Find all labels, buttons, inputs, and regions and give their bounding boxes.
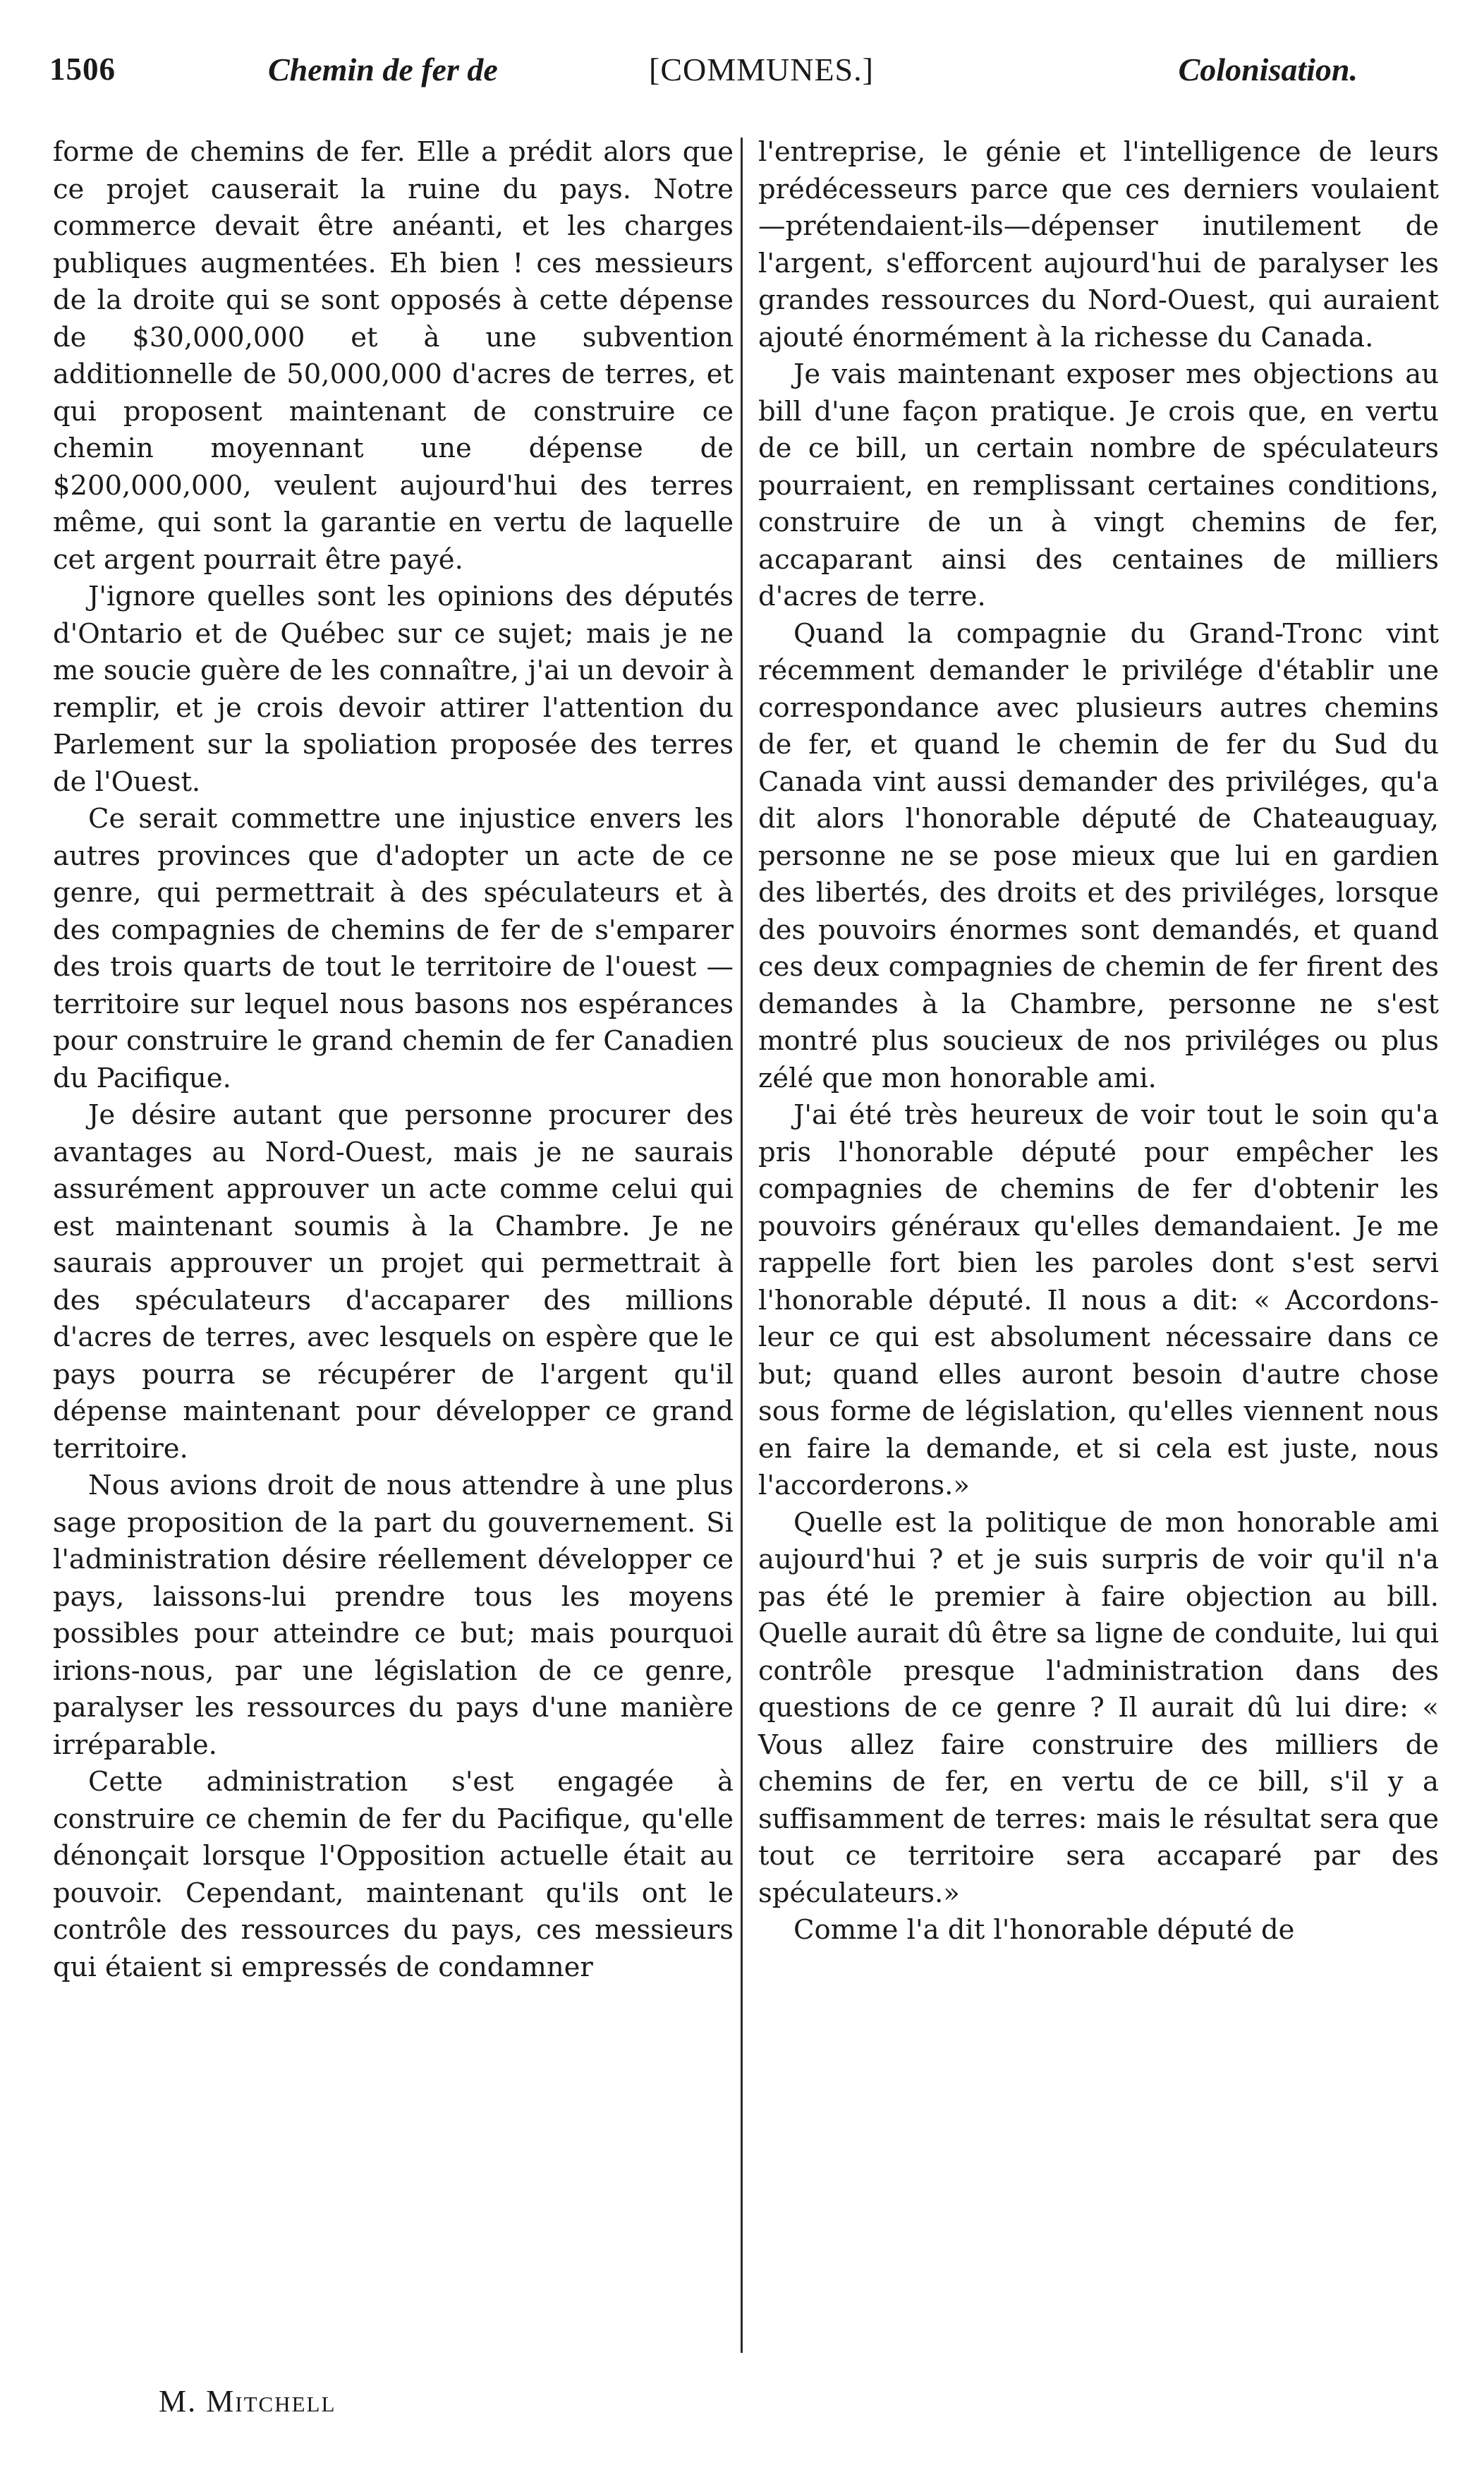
right-running-head: Colonisation. (1178, 52, 1358, 87)
left-paragraph-4: Je désire autant que personne procurer des avantages au Nord-Ouest, mais je ne saurais assurément approuver un acte comme celui qui est maintenant soumis à la Chambre. Je ne saurais approuver un projet qui permettrait à des spéculateurs d'accaparer des millions d'acres de terres, avec lesquels on espère que le pays pourra se récupérer de l'argent qu'il dépense maintenant pour développer ce grand territoire. (53, 1099, 734, 1465)
left-running-head: Chemin de fer de (268, 52, 498, 87)
left-paragraph-2: J'ignore quelles sont les opinions des députés d'Ontario et de Québec sur ce sujet; mais je ne me soucie guère de les connaître, j'ai un devoir à remplir, et je crois devoir attirer l'attention du Parlement sur la spoliation proposée des terres de l'Ouest. (53, 581, 734, 798)
left-paragraph-5: Nous avions droit de nous attendre à une plus sage proposition de la part du gouvernement. Si l'administration désire réellement développer ce pays, laissons-lui prendre tous les moyens possibles pour atteindre ce but; mais pourquoi irions-nous, par une législation de ce genre, paralyser les ressources du pays d'une manière irréparable. (53, 1470, 734, 1761)
column-divider (741, 138, 743, 2353)
speaker-footer: M. Mitchell (159, 2384, 336, 2418)
left-paragraph-6: Cette administration s'est engagée à construire ce chemin de fer du Pacifique, qu'elle dénonçait lorsque l'Opposition actuelle était au pouvoir. Cependant, maintenant qu'ils ont le contrôle des ressources du pays, ces messieurs qui étaient si empressés de condamner (53, 1766, 734, 1983)
right-paragraph-6: Comme l'a dit l'honorable député de (793, 1914, 1295, 1946)
right-paragraph-4: J'ai été très heureux de voir tout le soin qu'a pris l'honorable député pour empêcher les compagnies de chemins de fer d'obtenir les pouvoirs généraux qu'elles demandaient. Je me rappelle fort bien les paroles dont s'est servi l'honorable député. Il nous a dit: « Accordons-leur ce qui est absolument nécessaire dans ce but; quand elles auront besoin d'autre chose sous forme de législation, qu'elles viennent nous en faire la demande, et si cela est juste, nous l'accorderons.» (758, 1099, 1439, 1501)
left-paragraph-3: Ce serait commettre une injustice envers les autres provinces que d'adopter un acte de ce genre, qui permettrait à des spéculateurs et à des compagnies de chemins de fer de s'emparer des trois quarts de tout le territoire de l'ouest — territoire sur lequel nous basons nos espérances pour construire le grand chemin de fer Canadien du Pacifique. (53, 803, 734, 1094)
right-paragraph-3: Quand la compagnie du Grand-Tronc vint récemment demander le privilége d'établir une correspondance avec plusieurs autres chemins de fer, et quand le chemin de fer du Sud du Canada vint aussi demander des priviléges, qu'a dit alors l'honorable député de Chateauguay, personne ne se pose mieux que lui en gardien des libertés, des droits et des priviléges, lorsque des pouvoirs énormes sont demandés, et quand ces deux compagnies de chemin de fer firent des demandes à la Chambre, personne ne s'est montré plus soucieux de nos priviléges ou plus zélé que mon honorable ami. (758, 617, 1439, 1094)
page-number: 1506 (49, 52, 116, 87)
right-paragraph-2: Je vais maintenant exposer mes objections au bill d'une façon pratique. Je crois que, en vertu de ce bill, un certain nombre de spéculateurs pourraient, en remplissant certaines conditions, construire de un à vingt chemins de fer, accaparant ainsi des centaines de milliers d'acres de terre. (758, 358, 1439, 612)
center-running-head: [COMMUNES.] (649, 52, 874, 87)
right-paragraph-5: Quelle est la politique de mon honorable ami aujourd'hui ? et je suis surpris de voir qu'il n'a pas été le premier à faire objection au bill. Quelle aurait dû être sa ligne de conduite, lui qui contrôle presque l'administration dans des questions de ce genre ? Il aurait dû lui dire: « Vous allez faire construire des milliers de chemins de fer, en vertu de ce bill, s'il y a suffisamment de terres: mais le résultat sera que tout ce territoire sera accaparé par des spéculateurs.» (758, 1506, 1439, 1909)
right-column (758, 134, 1439, 1949)
left-column (53, 134, 734, 1986)
left-paragraph-1: forme de chemins de fer. Elle a prédit alors que ce projet causerait la ruine du pays. Notre commerce devait être anéanti, et les charges publiques augmentées. Eh bien ! ces messieurs de la droite qui se sont opposés à cette dépense de $30,000,000 et à une subvention additionnelle de 50,000,000 d'acres de terres, et qui proposent maintenant de construire ce chemin moyennant une dépense de $200,000,000, veulent aujourd'hui des terres même, qui sont la garantie en vertu de laquelle cet argent pourrait être payé. (53, 136, 734, 576)
right-paragraph-1: l'entreprise, le génie et l'intelligence de leurs prédécesseurs parce que ces derniers voulaient—prétendaient-ils—dépenser inutilement de l'argent, s'efforcent aujourd'hui de paralyser les grandes ressources du Nord-Ouest, qui auraient ajouté énormément à la richesse du Canada. (758, 136, 1439, 353)
running-header (49, 51, 1432, 107)
